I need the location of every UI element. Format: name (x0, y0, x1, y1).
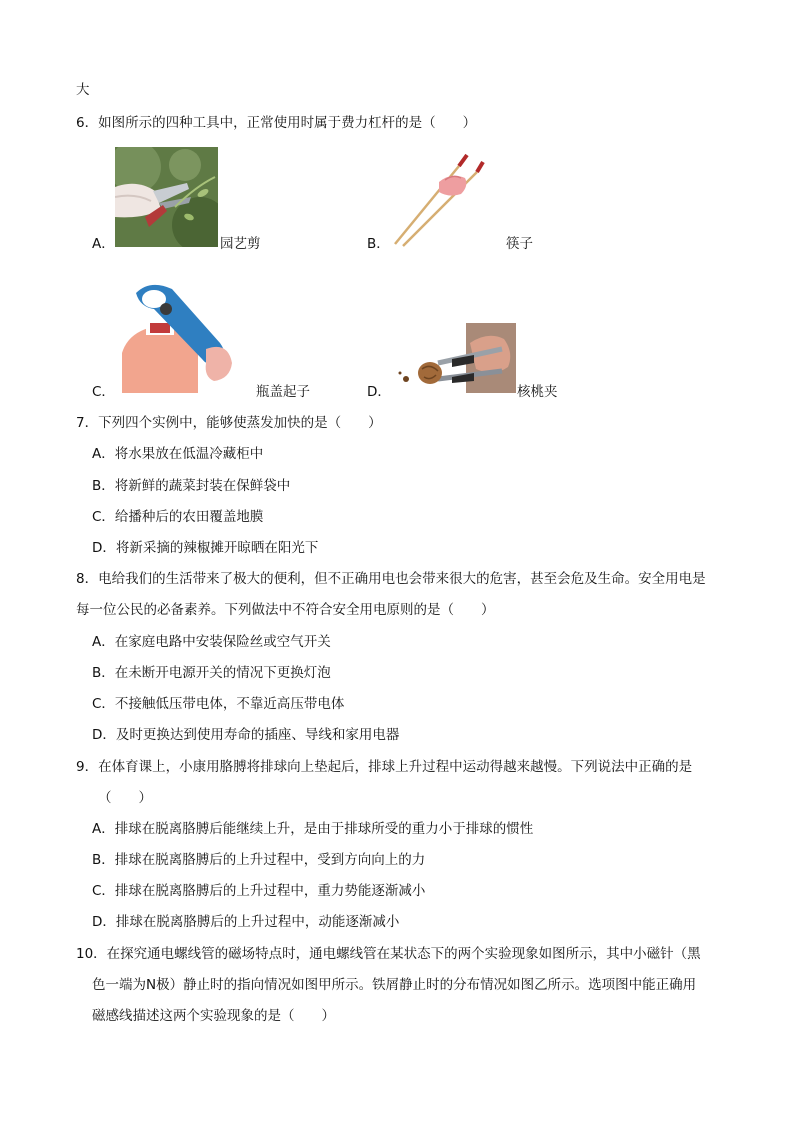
q9-option-d[interactable]: D．排球在脱离胳膊后的上升过程中，动能逐渐减小 (92, 914, 400, 930)
q9-option-c[interactable]: C．排球在脱离胳膊后的上升过程中，重力势能逐渐减小 (92, 883, 426, 899)
q10-stem-line2: 色一端为N极）静止时的指向情况如图甲所示。铁屑静止时的分布情况如图乙所示。选项图中能正确用 (92, 977, 697, 993)
garden-shears-photo (115, 147, 218, 247)
bottle-opener-photo (118, 283, 233, 393)
q6-option-d-caption: 核桃夹 (517, 384, 558, 400)
walnut-cracker-photo (392, 323, 516, 393)
q6-option-a-letter[interactable]: A． (92, 236, 115, 252)
q9-stem-line1: 9．在体育课上，小康用胳膊将排球向上垫起后，排球上升过程中运动得越来越慢。下列说法中正确的是 (76, 759, 693, 775)
q6-option-b-caption: 筷子 (506, 236, 533, 252)
q8-option-b[interactable]: B．在未断开电源开关的情况下更换灯泡 (92, 665, 331, 681)
previous-question-tail: 大 (76, 82, 90, 98)
q10-stem-line1: 10．在探究通电螺线管的磁场特点时，通电螺线管在某状态下的两个实验现象如图所示，其中小磁针（黑 (76, 946, 701, 962)
q7-option-c[interactable]: C．给播种后的农田覆盖地膜 (92, 509, 264, 525)
q6-option-c-letter[interactable]: C． (92, 384, 115, 400)
q6-option-b-letter[interactable]: B． (367, 236, 390, 252)
q6-option-a-caption: 园艺剪 (220, 236, 261, 252)
q8-option-a[interactable]: A．在家庭电路中安装保险丝或空气开关 (92, 634, 331, 650)
q6-option-d-letter[interactable]: D． (367, 384, 391, 400)
q6-stem: 6．如图所示的四种工具中，正常使用时属于费力杠杆的是（ ） (76, 115, 477, 131)
q7-option-a[interactable]: A．将水果放在低温冷藏柜中 (92, 446, 264, 462)
q8-option-c[interactable]: C．不接触低压带电体，不靠近高压带电体 (92, 696, 345, 712)
q7-option-d[interactable]: D．将新采摘的辣椒摊开晾晒在阳光下 (92, 540, 319, 556)
q9-stem-line2: （ ） (98, 790, 152, 806)
q8-stem-line1: 8．电给我们的生活带来了极大的便利，但不正确用电也会带来很大的危害，甚至会危及生命。安全用电是 (76, 571, 706, 587)
chopsticks-photo (387, 150, 489, 248)
q9-option-a[interactable]: A．排球在脱离胳膊后能继续上升，是由于排球所受的重力小于排球的惯性 (92, 821, 534, 837)
q8-stem-line2: 每一位公民的必备素养。下列做法中不符合安全用电原则的是（ ） (76, 602, 495, 618)
q7-option-b[interactable]: B．将新鲜的蔬菜封装在保鲜袋中 (92, 478, 291, 494)
q8-option-d[interactable]: D．及时更换达到使用寿命的插座、导线和家用电器 (92, 727, 400, 743)
q7-stem: 7．下列四个实例中，能够使蒸发加快的是（ ） (76, 415, 382, 431)
q10-stem-line3: 磁感线描述这两个实验现象的是（ ） (92, 1008, 335, 1024)
q9-option-b[interactable]: B．排球在脱离胳膊后的上升过程中，受到方向向上的力 (92, 852, 426, 868)
q6-option-c-caption: 瓶盖起子 (256, 384, 310, 400)
